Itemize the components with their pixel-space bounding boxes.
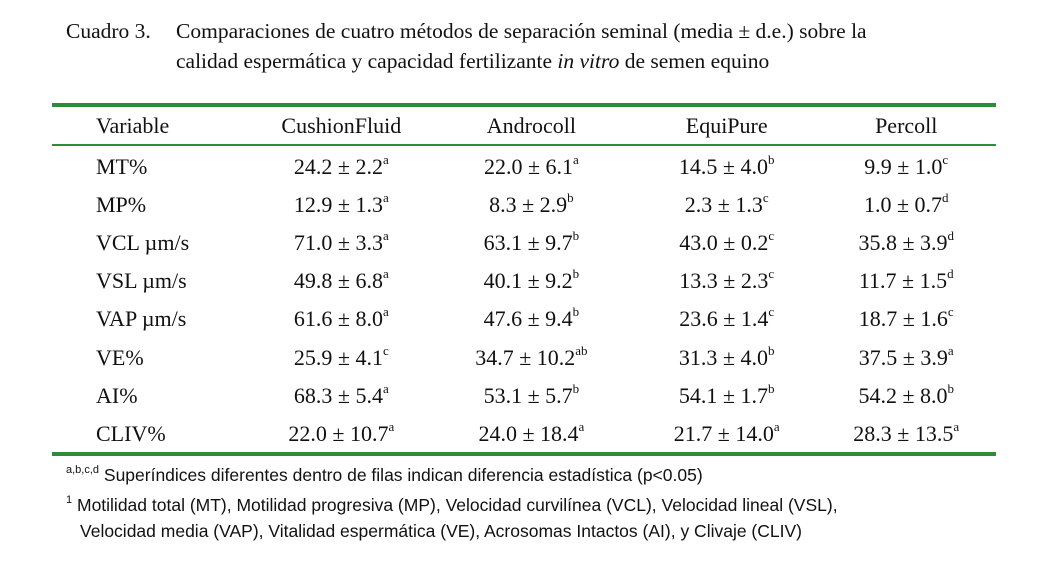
cell-superscript: d: [947, 228, 955, 244]
note-abbreviations-marker: 1: [66, 494, 73, 506]
table-header-rule: [52, 144, 996, 146]
cell-superscript: b: [767, 342, 775, 358]
note-superscripts-text: Superíndices diferentes dentro de filas indican diferencia estadística (p<0.05): [99, 465, 703, 485]
table-body: [52, 148, 996, 453]
cell-value: 40.1 ± 9.2: [483, 268, 573, 294]
caption-label: Cuadro 3.: [66, 19, 151, 43]
cell-superscript: c: [768, 266, 775, 282]
cell-value: 24.2 ± 2.2: [293, 154, 383, 180]
note-superscripts-marker: a,b,c,d: [66, 464, 100, 476]
cell-superscript: a: [382, 380, 389, 396]
table-cell: [816, 300, 996, 338]
cell-value: 18.7 ± 1.6: [858, 306, 948, 332]
table-row: [52, 415, 996, 453]
cell-value: 14.5 ± 4.0: [678, 154, 768, 180]
cell-superscript: c: [762, 190, 769, 206]
table-row: [52, 338, 996, 376]
table-cell: [426, 148, 637, 186]
cell-superscript: a: [388, 418, 395, 434]
cell-superscript: a: [573, 152, 579, 168]
cell-value: 11.7 ± 1.5: [858, 268, 948, 294]
table-cell: [257, 186, 426, 224]
table-cell: [637, 186, 817, 224]
table-cell: [426, 300, 637, 338]
cell-value: 54.1 ± 1.7: [678, 382, 768, 408]
cell-value: 12.9 ± 1.3: [293, 192, 383, 218]
cell-value: 54.2 ± 8.0: [858, 382, 948, 408]
cell-value: 63.1 ± 9.7: [483, 230, 573, 256]
data-table: [52, 148, 996, 453]
cell-superscript: a: [953, 418, 960, 434]
row-variable: VSL µm/s: [96, 268, 187, 294]
cell-value: 34.7 ± 10.2: [475, 344, 576, 370]
table-cell: [637, 415, 817, 453]
cell-superscript: c: [947, 304, 954, 320]
row-variable: MP%: [96, 192, 147, 218]
table-cell: [426, 186, 637, 224]
caption-line-1: Comparaciones de cuatro métodos de separación seminal (media ± d.e.) sobre la: [176, 19, 867, 43]
row-variable: VE%: [96, 344, 144, 370]
cell-superscript: b: [572, 304, 580, 320]
cell-superscript: d: [947, 266, 954, 282]
table-row: [52, 262, 996, 300]
cell-value: 25.9 ± 4.1: [293, 344, 383, 370]
cell-value: 21.7 ± 14.0: [673, 420, 774, 446]
table-cell: [257, 224, 426, 262]
header-cushionfluid: CushionFluid: [281, 113, 402, 138]
cell-value: 49.8 ± 6.8: [293, 268, 383, 294]
cell-superscript: a: [382, 304, 389, 320]
cell-superscript: a: [947, 342, 954, 358]
table-row: [52, 224, 996, 262]
cell-value: 22.0 ± 10.7: [288, 420, 389, 446]
table-cell: [816, 148, 996, 186]
row-variable: VCL µm/s: [96, 230, 190, 256]
table-row: [52, 186, 996, 224]
table-cell: [257, 377, 426, 415]
cell-value: 71.0 ± 3.3: [293, 230, 383, 256]
cell-superscript: c: [768, 304, 775, 320]
note-abbreviations-text: Motilidad total (MT), Motilidad progresiva (MP), Velocidad curvilínea (VCL), Velocidad lineal (VSL),: [72, 495, 838, 515]
table-row: [52, 377, 996, 415]
note-abbreviations: [66, 492, 838, 518]
table-cell: [257, 262, 426, 300]
cell-value: 28.3 ± 13.5: [853, 420, 954, 446]
cell-superscript: c: [942, 152, 949, 168]
cell-value: 68.3 ± 5.4: [293, 382, 383, 408]
header-androcoll: Androcoll: [486, 113, 576, 138]
table-row: [52, 148, 996, 186]
row-variable: CLIV%: [96, 420, 166, 446]
cell-superscript: b: [572, 380, 580, 396]
cell-superscript: a: [382, 152, 389, 168]
cell-value: 24.0 ± 18.4: [478, 420, 579, 446]
table-cell: [816, 224, 996, 262]
cell-value: 8.3 ± 2.9: [489, 192, 568, 218]
cell-superscript: b: [947, 380, 955, 396]
table-cell: [637, 262, 817, 300]
header-equipure: EquiPure: [685, 113, 768, 138]
cell-superscript: b: [767, 152, 775, 168]
table-cell: [426, 338, 637, 376]
cell-value: 43.0 ± 0.2: [679, 230, 769, 256]
table-cell: [816, 415, 996, 453]
cell-superscript: c: [768, 228, 775, 244]
table-cell: [637, 148, 817, 186]
cell-superscript: b: [572, 228, 580, 244]
caption-italic-in-vitro: in vitro: [557, 49, 620, 73]
cell-value: 1.0 ± 0.7: [863, 192, 943, 218]
table-cell: [816, 377, 996, 415]
table-top-rule: [52, 103, 996, 107]
cell-value: 35.8 ± 3.9: [858, 230, 948, 256]
note-superscripts: [66, 462, 703, 488]
cell-value: 37.5 ± 3.9: [858, 344, 948, 370]
cell-value: 61.6 ± 8.0: [293, 306, 383, 332]
cell-value: 9.9 ± 1.0: [864, 154, 943, 180]
table-cell: [816, 262, 996, 300]
table-cell: [637, 300, 817, 338]
cell-superscript: a: [578, 418, 585, 434]
cell-value: 31.3 ± 4.0: [678, 344, 768, 370]
table-cell: [426, 377, 637, 415]
cell-value: 53.1 ± 5.7: [483, 382, 573, 408]
header-percoll: Percoll: [875, 113, 938, 138]
note-abbreviations-continued: Velocidad media (VAP), Vitalidad espermática (VE), Acrosomas Intactos (AI), y Clivaje (CLIV): [80, 521, 802, 541]
cell-superscript: ab: [575, 342, 588, 358]
table-cell: [637, 377, 817, 415]
table-cell: [426, 415, 637, 453]
caption-line-2-text: calidad espermática y capacidad fertilizante: [176, 49, 558, 73]
table-cell: [426, 262, 637, 300]
table-cell: [257, 148, 426, 186]
table-cell: [257, 300, 426, 338]
cell-superscript: c: [382, 342, 389, 358]
table-cell: [637, 338, 817, 376]
row-variable: MT%: [96, 154, 148, 180]
table-row: [52, 300, 996, 338]
cell-superscript: a: [773, 418, 780, 434]
table-cell: [816, 338, 996, 376]
cell-superscript: a: [382, 190, 389, 206]
cell-superscript: d: [942, 190, 949, 206]
table-cell: [257, 415, 426, 453]
table-header: [52, 108, 996, 144]
header-row: [52, 108, 996, 144]
row-variable: VAP µm/s: [96, 306, 187, 332]
table-cell: [816, 186, 996, 224]
cell-value: 13.3 ± 2.3: [679, 268, 769, 294]
table-cell: [257, 338, 426, 376]
cell-superscript: b: [572, 266, 580, 282]
cell-value: 23.6 ± 1.4: [679, 306, 769, 332]
caption-line-2: [176, 46, 769, 76]
caption-line-2-end: de semen equino: [619, 49, 770, 73]
header-variable: Variable: [96, 113, 170, 138]
table-cell: [637, 224, 817, 262]
cell-value: 2.3 ± 1.3: [684, 192, 763, 218]
cell-superscript: b: [767, 380, 775, 396]
cell-superscript: b: [567, 190, 574, 206]
cell-value: 22.0 ± 6.1: [483, 154, 574, 180]
table-cell: [426, 224, 637, 262]
cell-superscript: a: [382, 266, 389, 282]
cell-superscript: a: [382, 228, 389, 244]
row-variable: AI%: [96, 382, 138, 408]
cell-value: 47.6 ± 9.4: [483, 306, 573, 332]
